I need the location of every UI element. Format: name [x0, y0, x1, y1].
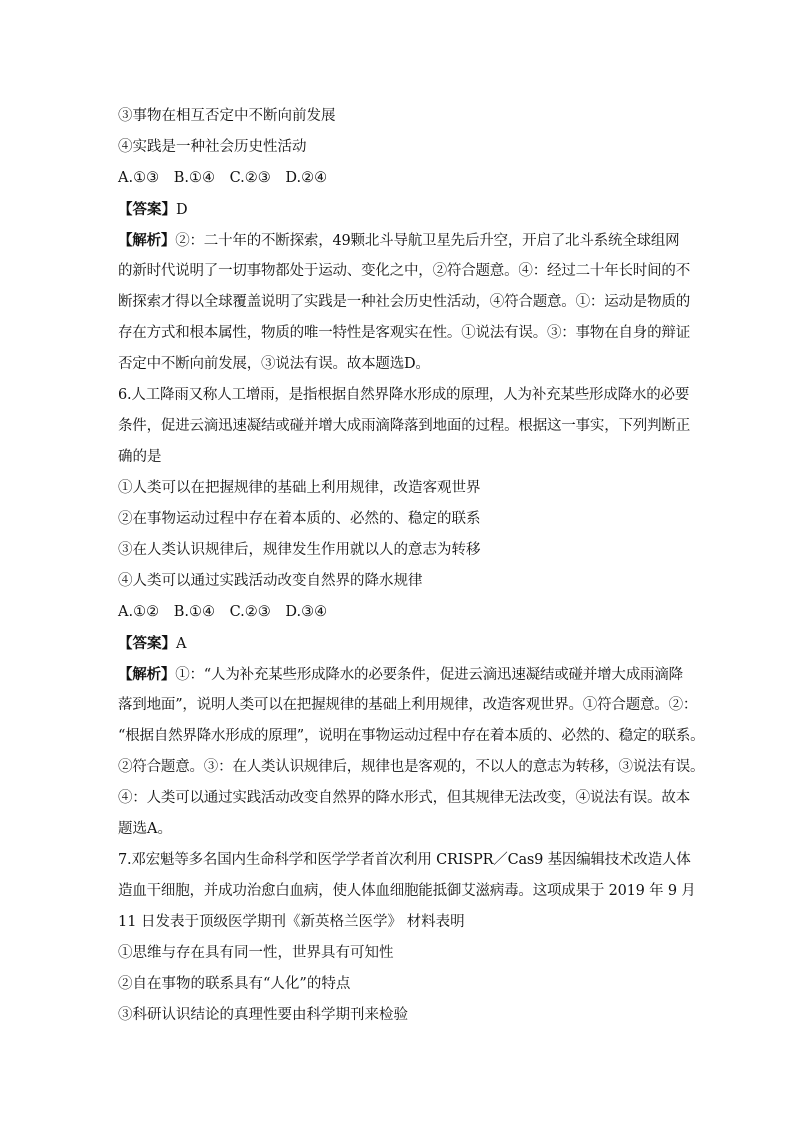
- q6-analysis-line: ②符合题意。③：在人类认识规律后，规律也是客观的，不以人的意志为转移，③说法有误。: [118, 759, 705, 775]
- q6-analysis-line: “根据自然界降水形成的原理”，说明在事物运动过程中存在着本质的、必然的、稳定的联系。: [118, 728, 705, 744]
- q5-analysis-line: 否定中不断向前发展，③说法有误。故本题选D。: [118, 356, 430, 372]
- q7-stem-line: 7.邓宏魁等多名国内生命科学和医学学者首次利用 CRISPR／Cas9 基因编辑技术改造人体: [118, 852, 691, 868]
- q5-option-b: B.①④: [173, 170, 215, 186]
- q6-option-c: C.②③: [229, 604, 271, 620]
- q6-item-2: ②在事物运动过程中存在着本质的、必然的、稳定的联系: [118, 511, 481, 527]
- q5-option-a: A.①③: [118, 170, 160, 186]
- q5-analysis-label: 【解析】: [118, 232, 176, 249]
- q6-answer: [118, 628, 678, 659]
- q6-answer-value: A: [176, 636, 187, 652]
- q5-item-4: ④实践是一种社会历史性活动: [118, 139, 307, 155]
- q6-analysis-line: ④：人类可以通过实践活动改变自然界的降水形式，但其规律无法改变，④说法有误。故本: [118, 790, 690, 806]
- q6-option-b: B.①④: [173, 604, 215, 620]
- q6-options: [118, 597, 678, 628]
- q6-item-1: ①人类可以在把握规律的基础上利用规律，改造客观世界: [118, 480, 481, 496]
- q6-analysis-text: ①：“人为补充某些形成降水的必要条件，促进云滴迅速凝结或碰并增大成雨滴降: [175, 667, 683, 683]
- q5-analysis-line: 断探索才得以全球覆盖说明了实践是一种社会历史性活动，④符合题意。①：运动是物质的: [118, 294, 690, 310]
- q7-stem-line: 造血干细胞，并成功治愈白血病，使人体血细胞能抵御艾滋病毒。这项成果于 2019 年 9 月: [118, 883, 696, 899]
- q6-analysis-label: 【解析】: [118, 666, 176, 683]
- q5-options: [118, 163, 678, 194]
- q5-analysis-text: ②：二十年的不断探索，49颗北斗导航卫星先后升空，开启了北斗系统全球组网: [175, 233, 680, 249]
- q5-answer-value: D: [176, 202, 188, 218]
- q7-item-2: ②自在事物的联系具有“人化”的特点: [118, 976, 351, 992]
- q6-option-d: D.③④: [285, 604, 328, 620]
- q6-stem-line: 条件，促进云滴迅速凝结或碰并增大成雨滴降落到地面的过程。根据这一事实，下列判断正: [118, 418, 690, 434]
- q7-stem-line: 11 日发表于顶级医学期刊《新英格兰医学》 材料表明: [118, 914, 465, 930]
- q5-option-d: D.②④: [285, 170, 328, 186]
- q5-answer-label: 【答案】: [118, 201, 176, 218]
- q7-item-3: ③科研认识结论的真理性要由科学期刊来检验: [118, 1007, 408, 1023]
- q5-analysis-line: 的新时代说明了一切事物都处于运动、变化之中，②符合题意。④：经过二十年长时间的不: [118, 263, 690, 279]
- q6-analysis-line: 落到地面”，说明人类可以在把握规律的基础上利用规律，改造客观世界。①符合题意。②：: [118, 697, 698, 713]
- q5-item-3: ③事物在相互否定中不断向前发展: [118, 108, 336, 124]
- q6-stem-line: 确的是: [118, 449, 162, 465]
- q6-analysis-line: 题选A。: [118, 821, 172, 837]
- q5-option-c: C.②③: [229, 170, 271, 186]
- q7-item-1: ①思维与存在具有同一性，世界具有可知性: [118, 945, 394, 961]
- document-page: [118, 101, 705, 1031]
- q6-answer-label: 【答案】: [118, 635, 176, 652]
- q6-item-4: ④人类可以通过实践活动改变自然界的降水规律: [118, 573, 423, 589]
- q6-item-3: ③在人类认识规律后，规律发生作用就以人的意志为转移: [118, 542, 481, 558]
- q6-analysis-line: [118, 659, 683, 690]
- q5-analysis-line: [118, 225, 678, 256]
- q6-option-a: A.①②: [118, 604, 160, 620]
- q5-answer: [118, 194, 678, 225]
- q5-analysis-line: 存在方式和根本属性，物质的唯一特性是客观实在性。①说法有误。③：事物在自身的辩证: [118, 325, 690, 341]
- q6-stem-line: 6.人工降雨又称人工增雨，是指根据自然界降水形成的原理，人为补充某些形成降水的必要: [118, 387, 690, 403]
